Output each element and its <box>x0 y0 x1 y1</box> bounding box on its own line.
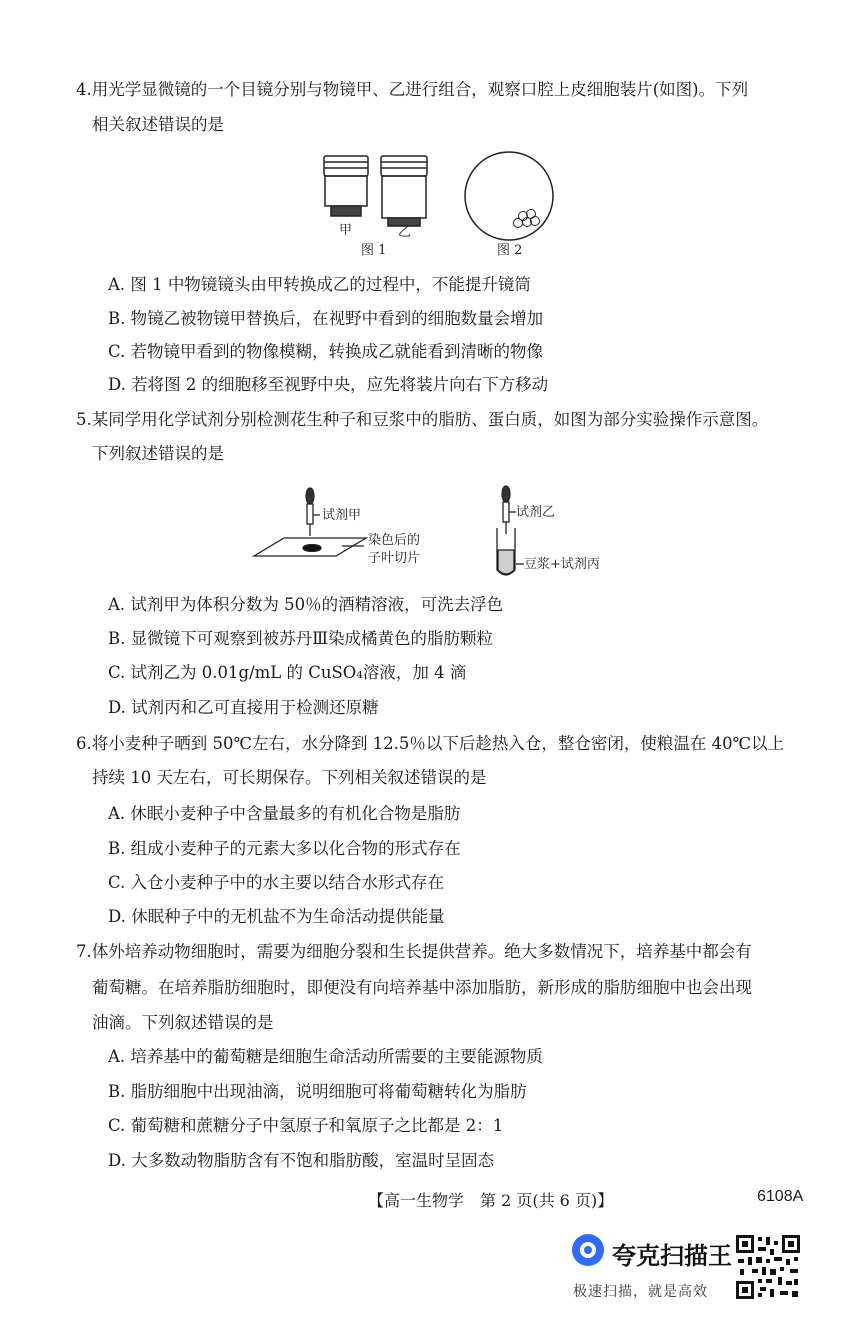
fig1-label-yi: 乙 <box>398 225 412 240</box>
field-of-view-circle <box>465 152 553 240</box>
test-tube-icon <box>497 528 524 575</box>
q4-stem-line2: 相关叙述错误的是 <box>92 115 224 134</box>
label-slide-line2: 子叶切片 <box>368 551 421 566</box>
label-slide-line1: 染色后的 <box>368 533 421 548</box>
q7-option-c: C. 葡萄糖和蔗糖分子中氢原子和氧原子之比都是 2：1 <box>108 1116 504 1135</box>
q4-stem-line1: 4.用光学显微镜的一个目镜分别与物镜甲、乙进行组合，观察口腔上皮细胞装片(如图)。下列 <box>76 80 749 99</box>
q6-option-a: A. 休眠小麦种子中含量最多的有机化合物是脂肪 <box>108 804 461 823</box>
q7-option-d: D. 大多数动物脂肪含有不饱和脂肪酸，室温时呈固态 <box>108 1151 495 1170</box>
page-footer-title: 【高一生物学 第 2 页(共 6 页)】 <box>368 1191 614 1210</box>
q5-option-d: D. 试剂丙和乙可直接用于检测还原糖 <box>108 698 379 717</box>
q6-stem-line1: 6.将小麦种子晒到 50℃左右，水分降到 12.5％以下后趁热入仓，整仓密闭，使粮温在 40℃以上 <box>76 734 785 753</box>
q5-option-c: C. 试剂乙为 0.01g/mL 的 CuSO₄溶液，加 4 滴 <box>108 663 467 682</box>
fig1-caption: 图 1 <box>361 243 387 258</box>
scanner-slogan: 极速扫描，就是高效 <box>573 1284 708 1300</box>
qr-code-icon <box>734 1233 802 1301</box>
scanner-brand: 夸克扫描王 <box>612 1242 732 1270</box>
q5-figure <box>250 484 610 584</box>
paper-code: 6108A <box>757 1188 804 1205</box>
objective-yi-icon <box>381 156 427 226</box>
q6-option-c: C. 入仓小麦种子中的水主要以结合水形式存在 <box>108 873 445 892</box>
fig2-caption: 图 2 <box>497 243 523 258</box>
q6-option-b: B. 组成小麦种子的元素大多以化合物的形式存在 <box>108 839 461 858</box>
cells-icon <box>514 210 540 228</box>
q5-option-b: B. 显微镜下可观察到被苏丹Ⅲ染成橘黄色的脂肪颗粒 <box>108 629 494 648</box>
q5-stem-line1: 5.某同学用化学试剂分别检测花生种子和豆浆中的脂肪、蛋白质，如图为部分实验操作示意图。 <box>76 410 769 429</box>
objective-jia-icon <box>324 156 368 216</box>
label-reagent-yi: 试剂乙 <box>516 505 556 520</box>
q5-stem-line2: 下列叙述错误的是 <box>92 444 224 463</box>
fig1-label-jia: 甲 <box>339 223 353 238</box>
glass-slide-icon <box>254 538 366 556</box>
q7-stem-line3: 油滴。下列叙述错误的是 <box>92 1013 274 1032</box>
label-reagent-jia: 试剂甲 <box>322 508 362 523</box>
q4-option-c: C. 若物镜甲看到的物像模糊，转换成乙就能看到清晰的物像 <box>108 342 544 361</box>
dropper-jia-icon <box>306 488 320 536</box>
q7-stem-line2: 葡萄糖。在培养脂肪细胞时，即便没有向培养基中添加脂肪，新形成的脂肪细胞中也会出现 <box>92 978 752 997</box>
q7-option-a: A. 培养基中的葡萄糖是细胞生命活动所需要的主要能源物质 <box>108 1047 543 1066</box>
q4-figure <box>315 148 565 270</box>
q7-stem-line1: 7.体外培养动物细胞时，需要为细胞分裂和生长提供营养。绝大多数情况下，培养基中都会有 <box>76 942 752 961</box>
q5-option-a: A. 试剂甲为体积分数为 50％的酒精溶液，可洗去浮色 <box>108 595 504 614</box>
q4-option-a: A. 图 1 中物镜镜头由甲转换成乙的过程中，不能提升镜筒 <box>108 275 531 294</box>
scanner-logo-icon <box>570 1232 606 1268</box>
label-test-tube: 豆浆+试剂丙 <box>524 557 600 572</box>
dropper-yi-icon <box>502 486 516 534</box>
q4-option-d: D. 若将图 2 的细胞移至视野中央，应先将装片向右下方移动 <box>108 375 549 394</box>
q4-option-b: B. 物镜乙被物镜甲替换后，在视野中看到的细胞数量会增加 <box>108 309 544 328</box>
q6-stem-line2: 持续 10 天左右，可长期保存。下列相关叙述错误的是 <box>92 768 487 787</box>
q7-option-b: B. 脂肪细胞中出现油滴，说明细胞可将葡萄糖转化为脂肪 <box>108 1082 527 1101</box>
q6-option-d: D. 休眠种子中的无机盐不为生命活动提供能量 <box>108 907 445 926</box>
